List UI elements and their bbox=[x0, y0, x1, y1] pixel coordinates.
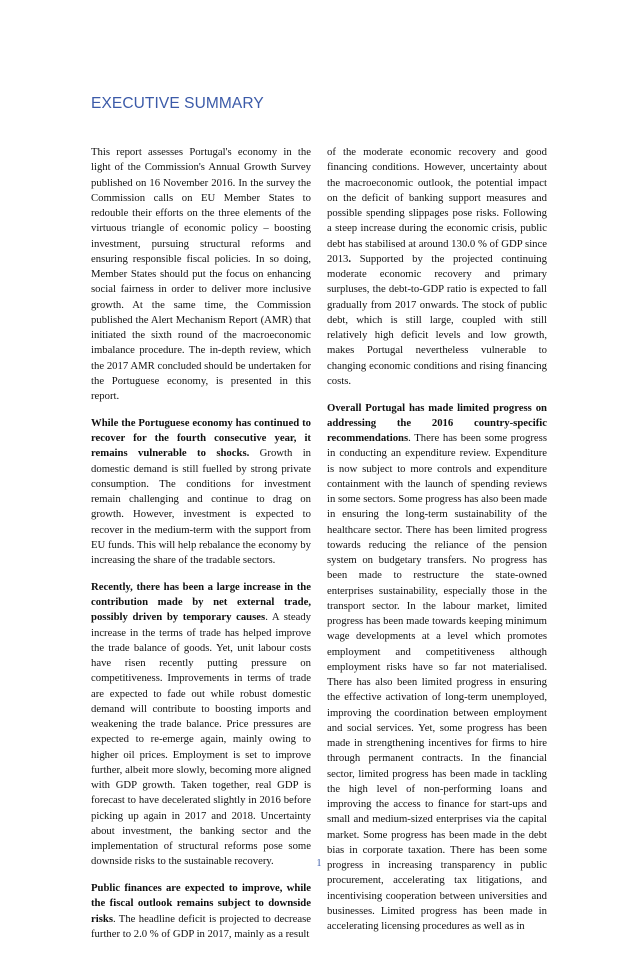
paragraph-bold-dot: . bbox=[348, 252, 352, 265]
paragraph-economy-recovery bbox=[91, 416, 311, 569]
paragraph-text: Growth in domestic demand is still fuelled by strong private consumption. The conditions for investment remain challenging and continue to drag on growth. However, investment is expected to recover in the medium-term with the support from EU funds. This will help rebalance the economy by increasing the share of the tradable sectors. bbox=[91, 447, 312, 566]
left-column bbox=[91, 145, 311, 954]
paragraph-external-trade bbox=[91, 580, 311, 870]
paragraph-text: . There has been some progress in conducting an expenditure review. Expenditure is now subject to more controls and expenditure containment with the launch of spending reviews in some sectors. Some progress has also been made in ensuring the long-term sustainability of the healthcare sector. There has been limited progress towards reducing the reliance of the pension system on budgetary transfers. No progress has been made to restructure the state-owned enterprises sustainability, especially those in the transport sector. In the labour market, limited progress has been made towards keeping minimum wage developments at a level which promotes employment and competitiveness although employment risks have so far not materialised. There has also been limited progress in ensuring the effective activation of long-term unemployed, improving the coordination between employment and social services. Yet, some progress has been made in strengthening incentives for firms to hire through permanent contracts. In the financial sector, limited progress has been made in tackling the high level of non-performing loans and improving the access to finance for start-ups and small and medium-sized enterprises via the capital market. Some progress has been made in the debt bias in corporate taxation. There has been some progress in increasing transparency in public procurement, accelerating tax litigations, and incentivising cooperation between universities and businesses. Limited progress has been made in accelerating licensing procedures as well as in bbox=[327, 432, 547, 932]
paragraph-lead: Recently, there has been a large increase in the contribution made by net external trade, possibly driven by temporary causes bbox=[91, 580, 311, 624]
paragraph-lead: Public finances are expected to improve, while the fiscal outlook remains subject to downside risks bbox=[91, 882, 311, 925]
paragraph-text: . A steady increase in the terms of trade has helped improve the trade balance of goods. Yet, unit labour costs have risen recently putting pressure on competitiveness. Improvements in terms of trade are expected to fade out while robust domestic demand will contribute to boosting imports and weakening the trade balance. Price pressures are expected to re-emerge again, mainly owing to higher oil prices. Employment is set to improve further, albeit more slowly, becoming more aligned with GDP growth. Taken together, real GDP is forecast to have decelerated slightly in 2016 before picking up again in 2017 and 2018. Uncertainty about investment, the banking sector and the implementation of structural reforms pose some downside risks to the sustainable recovery. bbox=[91, 611, 312, 868]
page-title: EXECUTIVE SUMMARY bbox=[91, 95, 264, 112]
paragraph-text: . The headline deficit is projected to decrease further to 2.0 % of GDP in 2017, mainly as a result bbox=[91, 912, 311, 940]
paragraph-text: Supported by the projected continuing moderate economic recovery and primary surpluses, the debt-to-GDP ratio is expected to fall gradually from 2017 onwards. The stock of public debt, which is still large, coupled with still relatively high deficit levels and low growth, makes Portugal nevertheless vulnerable to changing economic conditions and rising financing costs. bbox=[327, 252, 547, 387]
page-number: 1 bbox=[316, 858, 322, 869]
paragraph-lead: While the Portuguese economy has continued to recover for the fourth consecutive year, it remains vulnerable to shocks. bbox=[91, 416, 311, 460]
paragraph-intro bbox=[91, 145, 311, 404]
paragraph-lead: Overall Portugal has made limited progress on addressing the 2016 country-specific recommendations bbox=[327, 401, 547, 444]
paragraph-csr-progress bbox=[327, 401, 547, 935]
paragraph-public-finances bbox=[91, 881, 311, 942]
paragraph-text: of the moderate economic recovery and good financing conditions. However, uncertainty about the macroeconomic outlook, the potential impact on the deficit of banking support measures and possible spending slippages pose risks. Following a steep increase during the economic crisis, public debt has stabilised at around 130.0 % of GDP since 2013 bbox=[327, 146, 547, 265]
paragraph-public-finances-cont bbox=[327, 145, 547, 389]
right-column bbox=[327, 145, 547, 946]
paragraph-text: This report assesses Portugal's economy in the light of the Commission's Annual Growth Survey published on 16 November 2016. In the survey the Commission calls on EU Member States to redouble their efforts on the three elements of the virtuous triangle of economic policy – boosting investment, pursuing structural reforms and ensuring responsible fiscal policies. In so doing, Member States should put the focus on enhancing social fairness in order to deliver more inclusive growth. At the same time, the Commission published the Alert Mechanism Report (AMR) that initiated the sixth round of the macroeconomic imbalance procedure. The in-depth review, which the 2017 AMR concluded should be undertaken for the Portuguese economy, is presented in this report. bbox=[91, 146, 311, 402]
